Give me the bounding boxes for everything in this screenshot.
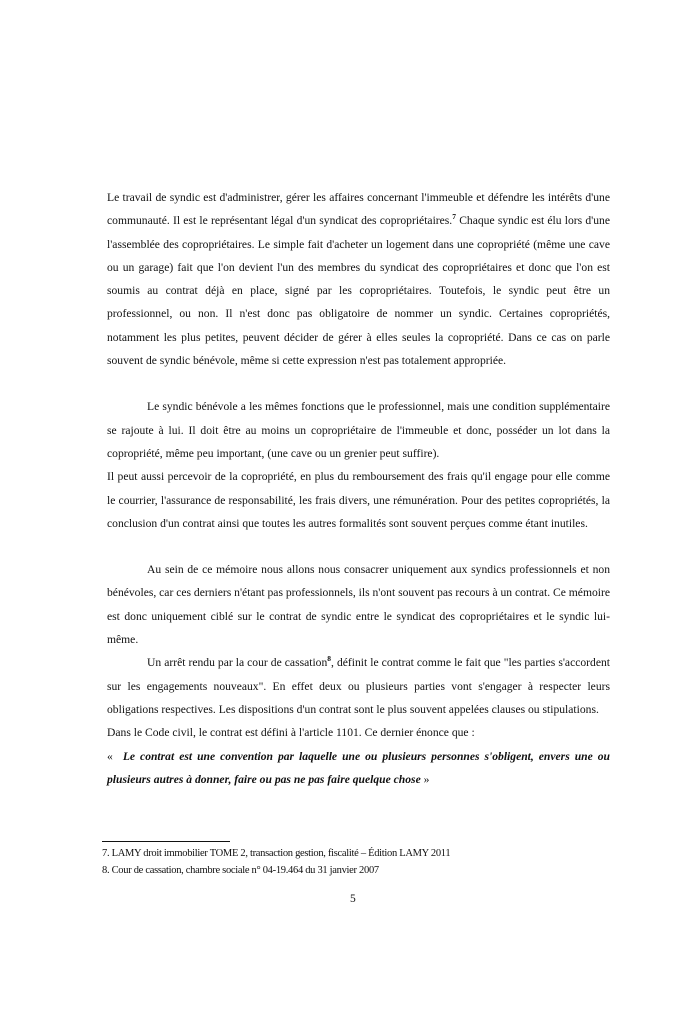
paragraph-memoire-scope: Au sein de ce mémoire nous allons nous consacrer uniquement aux syndics professionnels et non bénévoles, car ces derniers n'étant pas professionnels, ils n'ont souvent pas recours à un contrat. Ce mémoire est donc uniquement ciblé sur le contrat de syndic entre le syndicat des copropriétaires et le syndic lui-même. xyxy=(107,563,610,647)
page-number: 5 xyxy=(350,893,356,905)
footnotes xyxy=(102,846,622,879)
paragraph-code-civil: Dans le Code civil, le contrat est défini à l'article 1101. Ce dernier énonce que : xyxy=(107,726,475,740)
footnote-separator xyxy=(102,841,230,842)
footnote-ref-7: 7 xyxy=(452,212,456,222)
footnote-ref-8: 8 xyxy=(327,654,332,664)
paragraph-syndic-benevole: Le syndic bénévole a les mêmes fonctions que le professionnel, mais une condition supplémentaire se rajoute à lui. Il doit être au moins un copropriétaire de l'immeuble et donc, posséder un lot dans la copropriété, même peu important, (une cave ou un grenier peut suffire). xyxy=(107,400,610,460)
paragraph-text: Un arrêt rendu par la cour de cassation xyxy=(147,656,328,670)
paragraph-text: , définit le contrat comme le fait que "les parties s'accordent sur les engagements nouveaux". En effet deux ou plusieurs parties vont s'engager à respecter leurs obligations respectives. Les dispositions d'un contrat sont le plus souvent appelées clauses ou stipulations. xyxy=(107,656,610,716)
paragraph-gap xyxy=(107,372,610,395)
article-1101-quote xyxy=(107,745,610,792)
footnote-7: 7. LAMY droit immobilier TOME 2, transaction gestion, fiscalité – Édition LAMY 2011 xyxy=(102,848,451,859)
body-text xyxy=(107,186,610,791)
quote-close-mark: » xyxy=(423,772,430,786)
footnote-8: 8. Cour de cassation, chambre sociale n° 04-19.464 du 31 janvier 2007 xyxy=(102,864,379,876)
paragraph-gap xyxy=(107,535,610,558)
paragraph-remuneration: Il peut aussi percevoir de la copropriété, en plus du remboursement des frais qu'il engage pour elle comme le courrier, l'assurance de responsabilité, les frais divers, une rémunération. Pour des petites copropriétés, la conclusion d'un contrat ainsi que toutes les autres formalités sont souvent perçues comme étant inutiles. xyxy=(107,470,610,530)
quote-text: Le contrat est une convention par laquelle une ou plusieurs personnes s'obligent, envers une ou plusieurs autres à donner, faire ou pas ne pas faire quelque chose xyxy=(107,749,610,786)
quote-open-mark: « xyxy=(107,749,113,763)
paragraph-syndic-role xyxy=(107,186,610,372)
paragraph-cassation xyxy=(107,651,610,721)
paragraph-text: Chaque syndic est élu lors d'une l'assemblée des copropriétaires. Le simple fait d'acheter un logement dans une copropriété (même une cave ou un garage) fait que l'on devient l'un des membres du syndicat des copropriétaires et donc que l'on est soumis au contrat déjà en place, signé par les copropriétaires. Toutefois, le syndic peut être un professionnel, ou non. Il n'est donc pas obligatoire de nommer un syndic. Certaines copropriétés, notamment les plus petites, peuvent décider de gérer à elles seules la copropriété. Dans ce cas on parle souvent de syndic bénévole, même si cette expression n'est pas totalement appropriée. xyxy=(107,214,610,368)
paragraph-text: Le travail de syndic est d'administrer, gérer les affaires concernant l'immeuble et défendre les intérêts d'une communauté. Il est le représentant légal d'un syndicat des copropriétaires. xyxy=(107,191,610,228)
